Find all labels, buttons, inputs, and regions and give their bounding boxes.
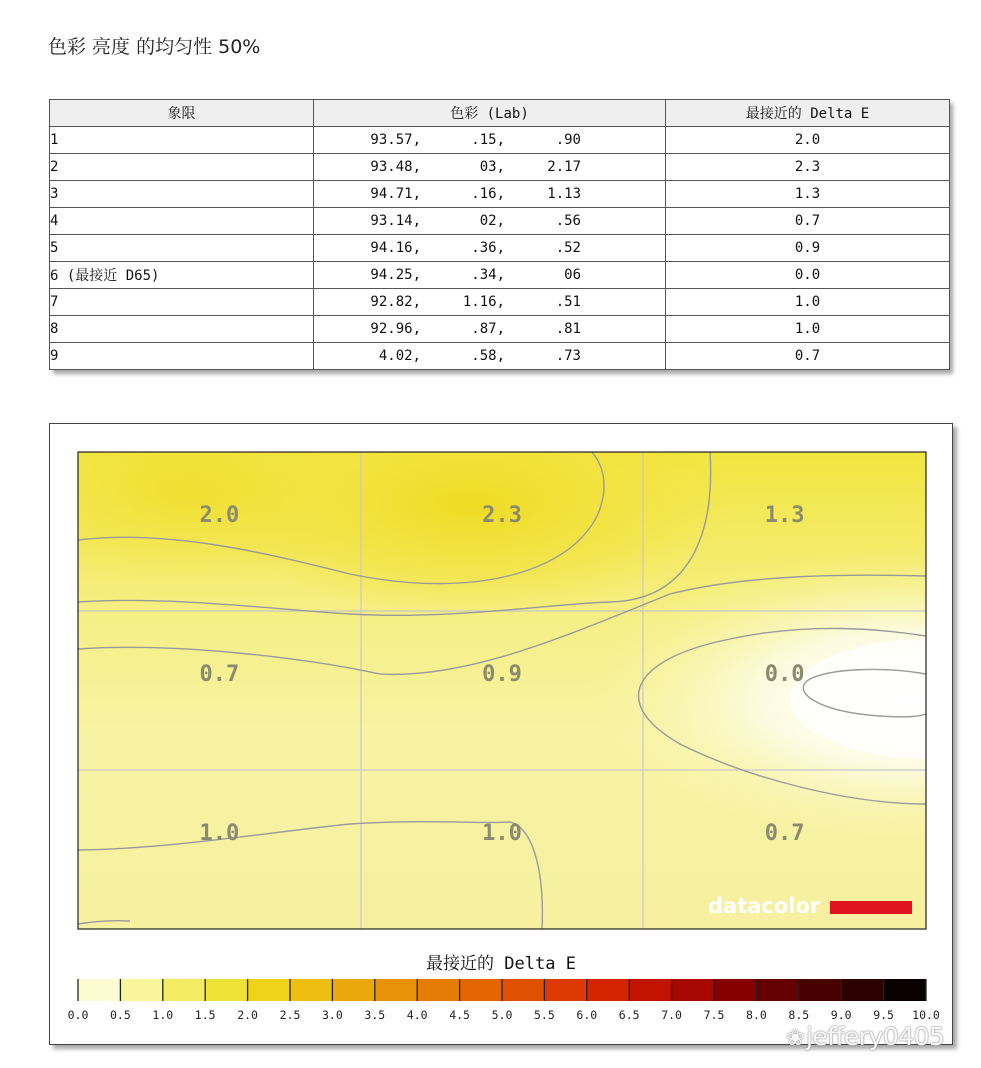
cell-delta-e: 2.0 [666, 127, 950, 154]
colorbar-segment [502, 979, 545, 1001]
cell-delta-e: 1.0 [666, 289, 950, 316]
colorbar-segment [799, 979, 842, 1001]
colorbar-segment [163, 979, 206, 1001]
cell-lab [314, 154, 666, 181]
cell-quadrant: 2 [50, 154, 314, 181]
colorbar-tick-label: 3.0 [322, 1008, 343, 1022]
cell-value-label: 2.0 [199, 503, 240, 528]
cell-quadrant: 8 [50, 316, 314, 343]
lab-b: .52 [555, 240, 581, 256]
cell-value-label: 1.3 [764, 503, 805, 528]
cell-value-label: 1.0 [199, 821, 240, 846]
cell-lab [314, 181, 666, 208]
colorbar-segment [332, 979, 375, 1001]
cell-value-label: 0.7 [199, 662, 240, 687]
uniformity-chart [49, 423, 953, 1045]
lab-l: 92.82, [370, 294, 421, 310]
colorbar-tick-label: 7.5 [703, 1008, 725, 1022]
cell-value-label: 0.0 [764, 662, 805, 687]
lab-l: 94.71, [370, 186, 421, 202]
cell-lab [314, 208, 666, 235]
colorbar-tick-label: 8.0 [746, 1008, 767, 1022]
cell-delta-e: 1.3 [666, 181, 950, 208]
colorbar-tick-label: 4.5 [449, 1008, 470, 1022]
header-lab: 色彩 (Lab) [314, 100, 666, 127]
lab-l: 93.48, [370, 159, 421, 175]
cell-delta-e: 0.9 [666, 235, 950, 262]
lab-a: .16, [471, 186, 505, 202]
colorbar-segment [205, 979, 248, 1001]
table-row [50, 208, 950, 235]
lab-l: 93.14, [370, 213, 421, 229]
lab-a: .34, [471, 267, 505, 283]
colorbar-segment [841, 979, 884, 1001]
colorbar-tick-label: 1.5 [194, 1008, 216, 1022]
colorbar-segment [78, 979, 121, 1001]
colorbar-segment [714, 979, 757, 1001]
colorbar-tick-label: 6.5 [618, 1008, 640, 1022]
table-row [50, 154, 950, 181]
colorbar-tick-label: 6.0 [576, 1008, 598, 1022]
header-delta-e: 最接近的 Delta E [666, 100, 950, 127]
colorbar-tick-label: 3.5 [364, 1008, 386, 1022]
lab-b: 06 [564, 267, 581, 283]
cell-quadrant: 3 [50, 181, 314, 208]
cell-delta-e: 2.3 [666, 154, 950, 181]
table-row [50, 181, 950, 208]
cell-lab [314, 343, 666, 370]
lab-b: 1.13 [547, 186, 581, 202]
lab-l: 92.96, [370, 321, 421, 337]
colorbar-segment [544, 979, 587, 1001]
uniformity-chart-svg [50, 424, 952, 1044]
cell-quadrant: 6 (最接近 D65) [50, 262, 314, 289]
lab-l: 94.25, [370, 267, 421, 283]
colorbar-segment [587, 979, 630, 1001]
page-title: 色彩 亮度 的均匀性 50% [48, 36, 261, 58]
colorbar-segment [460, 979, 503, 1001]
weibo-icon: ❀ [786, 1026, 804, 1051]
lab-b: .90 [555, 132, 581, 148]
cell-delta-e: 0.7 [666, 343, 950, 370]
cell-quadrant: 7 [50, 289, 314, 316]
lab-a: .87, [471, 321, 505, 337]
lab-table-container [49, 99, 949, 370]
lab-b: .81 [555, 321, 581, 337]
colorbar [68, 979, 940, 1022]
lab-b: .73 [555, 348, 581, 364]
lab-l: 93.57, [370, 132, 421, 148]
cell-lab [314, 316, 666, 343]
cell-delta-e: 0.0 [666, 262, 950, 289]
lab-a: .36, [471, 240, 505, 256]
lab-l: 94.16, [370, 240, 421, 256]
colorbar-segment [120, 979, 163, 1001]
colorbar-tick-label: 0.5 [110, 1008, 131, 1022]
cell-delta-e: 0.7 [666, 208, 950, 235]
lab-a: 02, [479, 213, 505, 229]
table-row [50, 289, 950, 316]
colorbar-segment [248, 979, 291, 1001]
cell-lab [314, 289, 666, 316]
colorbar-segment [375, 979, 418, 1001]
cell-value-label: 0.9 [482, 662, 522, 687]
lab-a: .15, [471, 132, 505, 148]
lab-table [49, 99, 950, 370]
colorbar-segment [884, 979, 927, 1001]
colorbar-segment [629, 979, 672, 1001]
colorbar-tick-label: 1.0 [152, 1008, 174, 1022]
table-row [50, 343, 950, 370]
header-quadrant: 象限 [50, 100, 314, 127]
colorbar-tick-label: 9.5 [873, 1008, 894, 1022]
watermark [786, 1022, 944, 1051]
lab-l: 4.02, [378, 348, 421, 364]
colorbar-title: 最接近的 Delta E [426, 954, 576, 974]
colorbar-tick-label: 9.0 [830, 1008, 852, 1022]
colorbar-tick-label: 8.5 [788, 1008, 810, 1022]
colorbar-tick-label: 7.0 [661, 1008, 682, 1022]
datacolor-logo-text: datacolor [708, 894, 821, 918]
table-header-row [50, 100, 950, 127]
colorbar-tick-label: 4.0 [406, 1008, 428, 1022]
watermark-text: jeffery0405 [805, 1022, 945, 1051]
lab-a: .58, [471, 348, 505, 364]
table-row [50, 235, 950, 262]
colorbar-segment [290, 979, 333, 1001]
cell-value-label: 0.7 [764, 821, 805, 846]
colorbar-segment [672, 979, 715, 1001]
colorbar-tick-label: 10.0 [912, 1008, 940, 1022]
colorbar-tick-label: 0.0 [67, 1008, 89, 1022]
cell-quadrant: 1 [50, 127, 314, 154]
colorbar-tick-label: 2.0 [237, 1008, 258, 1022]
lab-b: .56 [555, 213, 581, 229]
cell-lab [314, 262, 666, 289]
cell-lab [314, 235, 666, 262]
colorbar-segment [756, 979, 799, 1001]
cell-quadrant: 4 [50, 208, 314, 235]
colorbar-tick-label: 5.0 [491, 1008, 513, 1022]
lab-a: 03, [479, 159, 505, 175]
table-row [50, 316, 950, 343]
table-row [50, 262, 950, 289]
cell-delta-e: 1.0 [666, 316, 950, 343]
colorbar-segment [417, 979, 460, 1001]
lab-b: .51 [555, 294, 581, 310]
table-row [50, 127, 950, 154]
cell-value-label: 1.0 [482, 821, 522, 846]
lab-a: 1.16, [462, 294, 505, 310]
cell-quadrant: 5 [50, 235, 314, 262]
cell-quadrant: 9 [50, 343, 314, 370]
colorbar-tick-label: 2.5 [279, 1008, 301, 1022]
colorbar-tick-label: 5.5 [534, 1008, 555, 1022]
lab-b: 2.17 [547, 159, 581, 175]
datacolor-logo-bar [830, 901, 912, 914]
cell-value-label: 2.3 [482, 503, 522, 528]
cell-lab [314, 127, 666, 154]
